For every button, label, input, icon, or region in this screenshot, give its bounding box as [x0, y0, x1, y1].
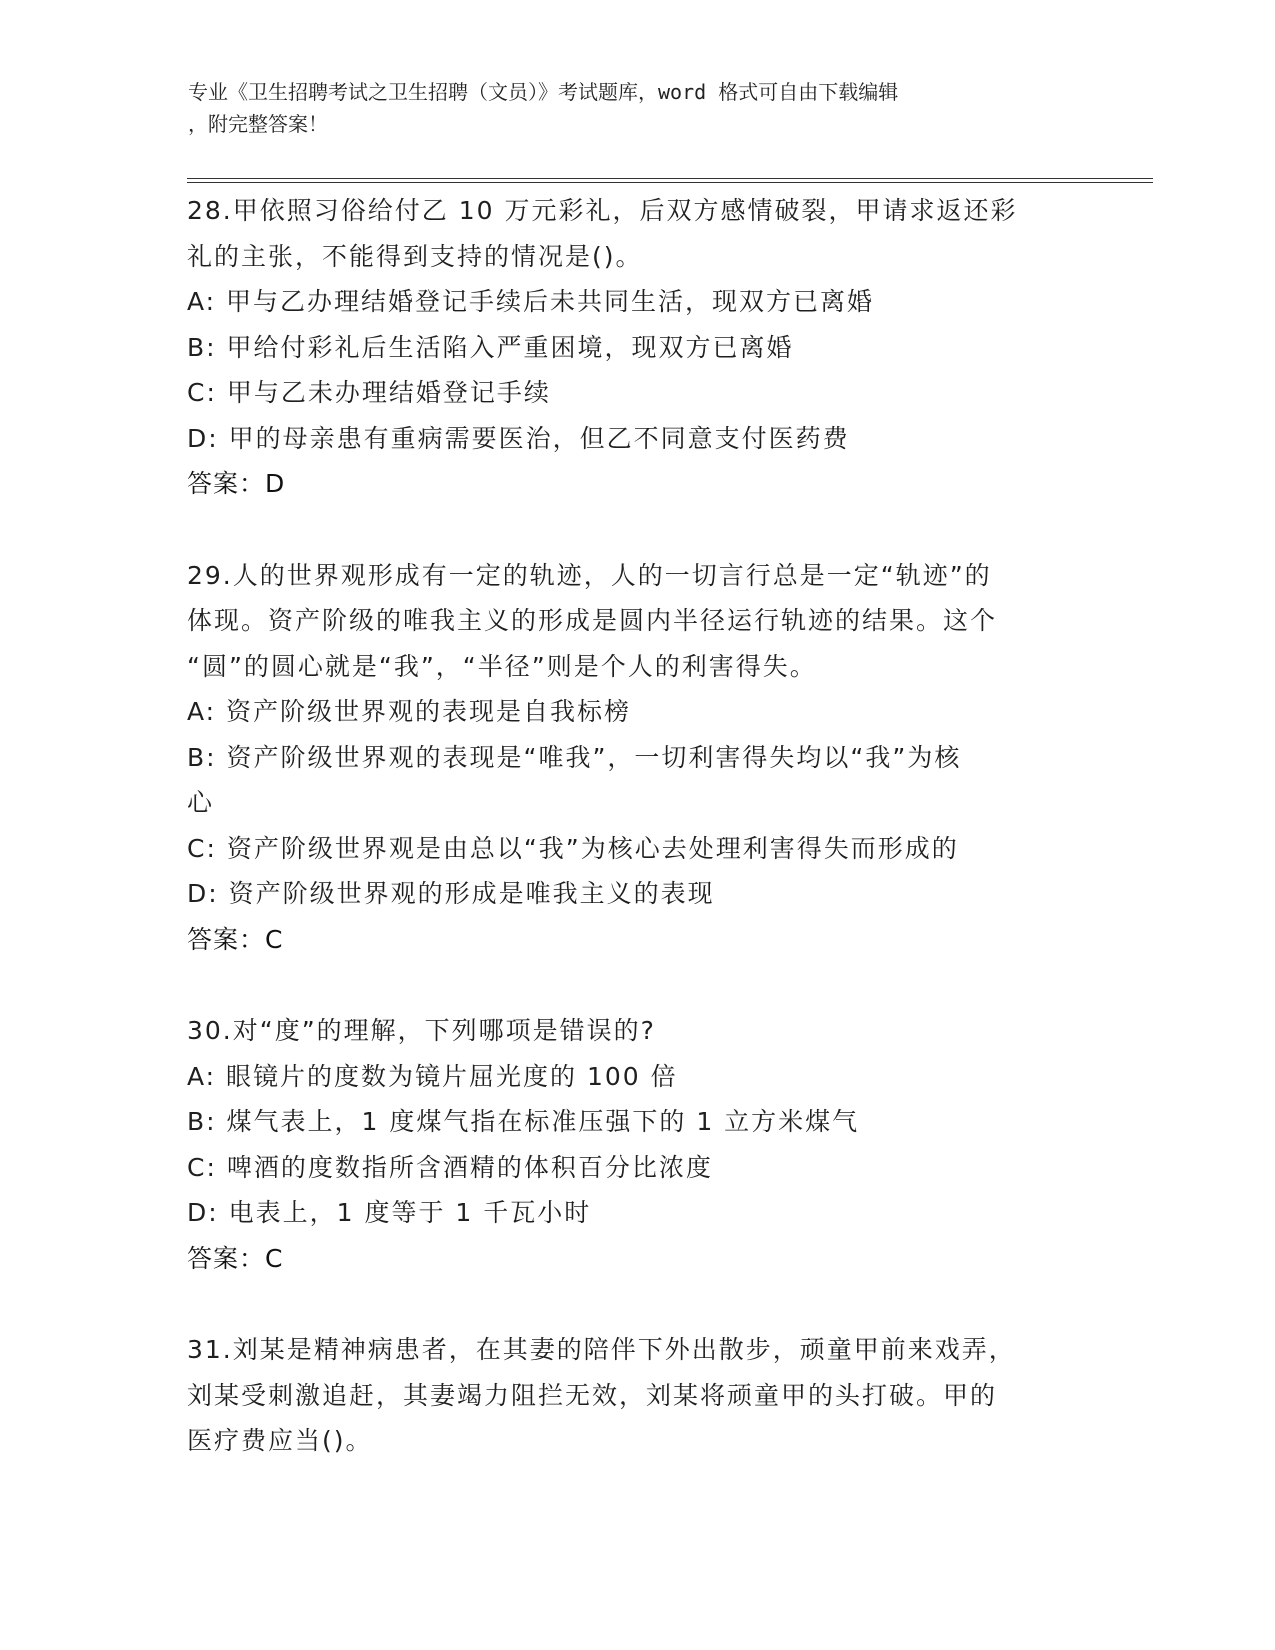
option-d: D: 电表上，1 度等于 1 千瓦小时	[187, 1198, 592, 1227]
question-stem-line: 体现。资产阶级的唯我主义的形成是圆内半径运行轨迹的结果。这个	[187, 606, 998, 635]
question-list	[187, 188, 1077, 1510]
page-header	[188, 76, 1068, 140]
question-stem-line: 29.人的世界观形成有一定的轨迹，人的一切言行总是一定“轨迹”的	[187, 560, 992, 590]
question-stem-line: 刘某受刺激追赶，其妻竭力阻拦无效，刘某将顽童甲的头打破。甲的	[187, 1380, 998, 1410]
answer-label: 答案：C	[187, 1243, 284, 1273]
option-b: B: 煤气表上，1 度煤气指在标准压强下的 1 立方米煤气	[187, 1107, 860, 1136]
question-30	[187, 1008, 1077, 1281]
header-line: 专业《卫生招聘考试之卫生招聘（文员）》考试题库，word 格式可自由下载编辑	[188, 80, 899, 104]
option-d: D: 甲的母亲患有重病需要医治，但乙不同意支付医药费	[187, 423, 850, 453]
question-stem-line: 30.对“度”的理解，下列哪项是错误的?	[187, 1016, 656, 1045]
option-a: A: 资产阶级世界观的表现是自我标榜	[187, 697, 632, 726]
option-c: C: 甲与乙未办理结婚登记手续	[187, 378, 551, 407]
header-line: ，附完整答案！	[188, 112, 328, 136]
question-stem-line: “圆”的圆心就是“我”，“半径”则是个人的利害得失。	[187, 651, 817, 681]
option-c: C: 啤酒的度数指所含酒精的体积百分比浓度	[187, 1152, 713, 1182]
question-stem-line: 医疗费应当()。	[187, 1426, 373, 1455]
question-29	[187, 553, 1077, 963]
question-stem-line: 28.甲依照习俗给付乙 10 万元彩礼，后双方感情破裂，甲请求返还彩	[187, 196, 1018, 225]
option-b: B: 资产阶级世界观的表现是“唯我”，一切利害得失均以“我”为核	[187, 742, 962, 772]
option-c: C: 资产阶级世界观是由总以“我”为核心去处理利害得失而形成的	[187, 833, 959, 863]
option-a: A: 眼镜片的度数为镜片屈光度的 100 倍	[187, 1061, 678, 1091]
option-a: A: 甲与乙办理结婚登记手续后未共同生活，现双方已离婚	[187, 287, 875, 316]
question-stem-line: 31.刘某是精神病患者，在其妻的陪伴下外出散步，顽童甲前来戏弄，	[187, 1335, 1016, 1364]
answer-label: 答案：D	[187, 469, 286, 498]
option-b-continued: 心	[187, 788, 215, 817]
header-divider	[187, 178, 1153, 183]
question-stem-line: 礼的主张，不能得到支持的情况是()。	[187, 241, 643, 271]
option-b: B: 甲给付彩礼后生活陷入严重困境，现双方已离婚	[187, 332, 794, 362]
question-31	[187, 1327, 1077, 1464]
question-28	[187, 188, 1077, 507]
option-d: D: 资产阶级世界观的形成是唯我主义的表现	[187, 879, 715, 908]
answer-label: 答案：C	[187, 924, 284, 954]
